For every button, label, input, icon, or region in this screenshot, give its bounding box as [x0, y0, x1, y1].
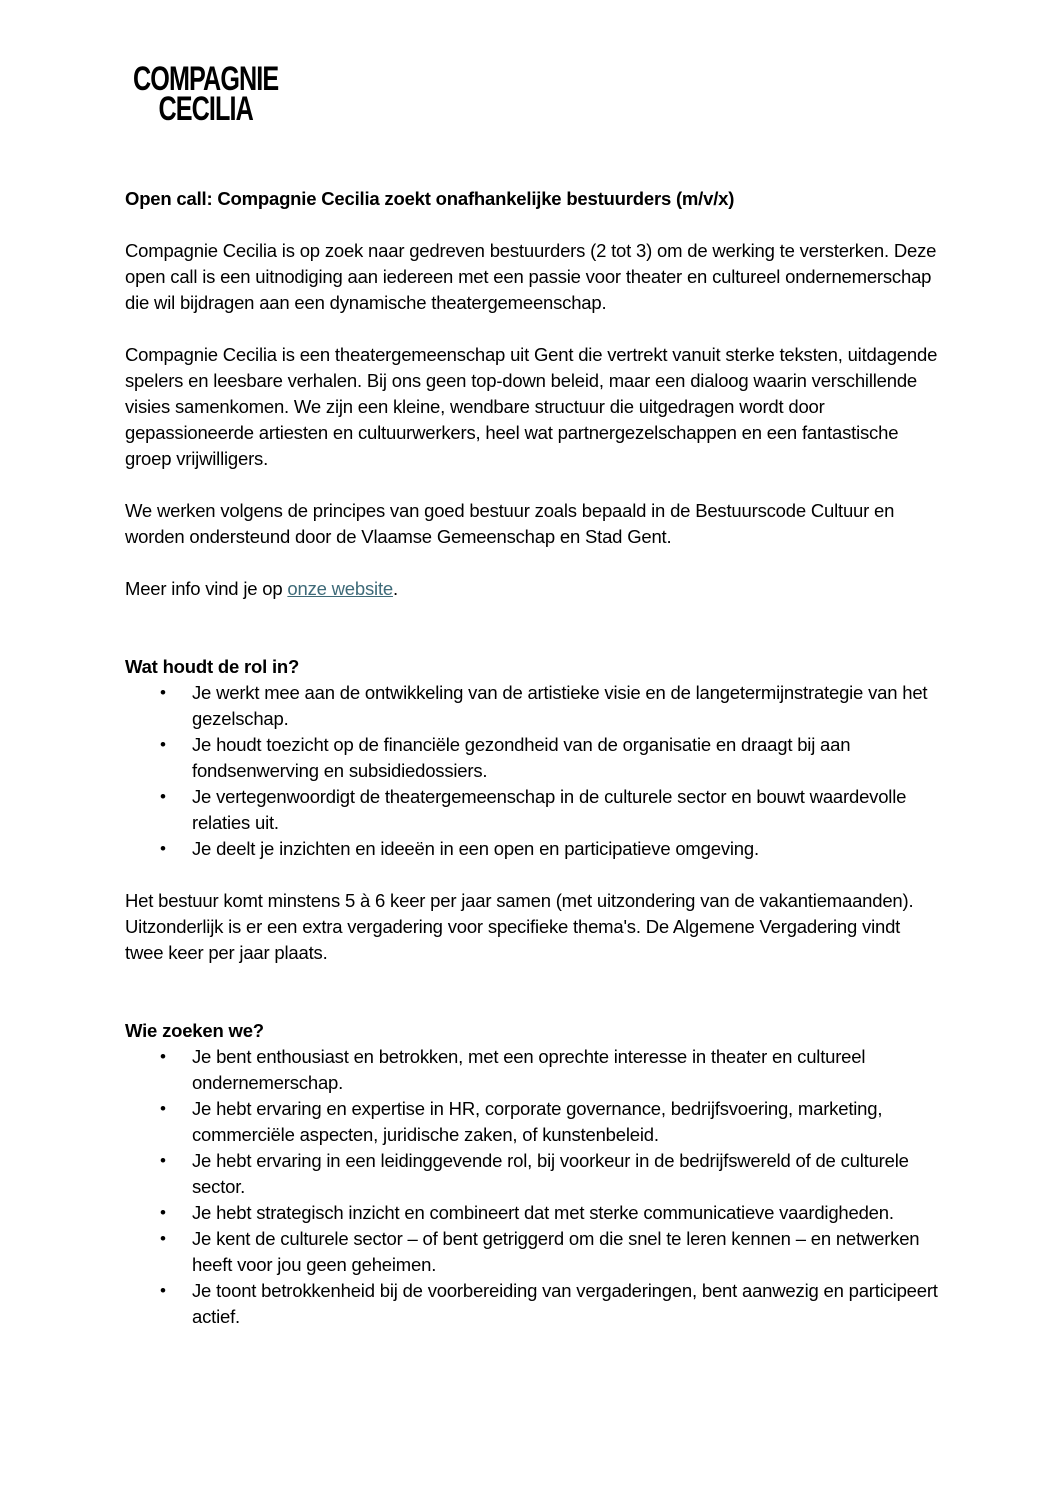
list-item: • Je toont betrokkenheid bij de voorbereiding van vergaderingen, bent aanwezig en participeert actief. [160, 1278, 940, 1330]
list-item: • Je houdt toezicht op de financiële gezondheid van de organisatie en draagt bij aan fondsenwerving en subsidiedossiers. [160, 732, 940, 784]
logo-line-compagnie: COMPAGNIE [133, 60, 279, 98]
list-item: • Je werkt mee aan de ontwikkeling van de artistieke visie en de langetermijnstrategie van het gezelschap. [160, 680, 940, 732]
document-title: Open call: Compagnie Cecilia zoekt onafhankelijke bestuurders (m/v/x) [125, 188, 735, 209]
profile-bullet-list [125, 1044, 940, 1330]
list-item: • Je bent enthousiast en betrokken, met een oprechte interesse in theater en cultureel ondernemerschap. [160, 1044, 940, 1096]
paragraph-governance: We werken volgens de principes van goed bestuur zoals bepaald in de Bestuurscode Cultuur en worden ondersteund door de Vlaamse Gemeenschap en Stad Gent. [125, 500, 895, 547]
list-item: • Je deelt je inzichten en ideeën in een open en participatieve omgeving. [160, 836, 940, 862]
paragraph-intro: Compagnie Cecilia is op zoek naar gedreven bestuurders (2 tot 3) om de werking te versterken. Deze open call is een uitnodiging aan iedereen met een passie voor theater en cultureel ondernemerschap die wil bijdragen aan een dynamische theatergemeenschap. [125, 240, 937, 313]
paragraph-meetings: Het bestuur komt minstens 5 à 6 keer per jaar samen (met uitzondering van de vakantiemaanden). Uitzonderlijk is er een extra vergadering voor specifieke thema's. De Algemene Vergadering vindt twee keer per jaar plaats. [125, 890, 914, 963]
document-content [125, 186, 940, 1330]
more-info-suffix: . [392, 578, 398, 599]
list-item: • Je hebt ervaring en expertise in HR, corporate governance, bedrijfsvoering, marketing, commerciële aspecten, juridische zaken, of kunstenbeleid. [160, 1096, 940, 1148]
list-item: • Je hebt strategisch inzicht en combineert dat met sterke communicatieve vaardigheden. [160, 1200, 940, 1226]
paragraph-more-info [125, 576, 940, 602]
list-item: • Je vertegenwoordigt de theatergemeenschap in de culturele sector en bouwt waardevolle relaties uit. [160, 784, 940, 836]
website-link[interactable]: onze website [287, 578, 393, 599]
more-info-prefix: Meer info vind je op [125, 578, 288, 599]
logo-line-cecilia: CECILIA [158, 90, 253, 128]
role-bullet-list [125, 680, 940, 862]
list-item: • Je hebt ervaring in een leidinggevende rol, bij voorkeur in de bedrijfswereld of de culturele sector. [160, 1148, 940, 1200]
section-heading-profile: Wie zoeken we? [125, 1020, 264, 1041]
compagnie-cecilia-logo [133, 60, 279, 128]
list-item: • Je kent de culturele sector – of bent getriggerd om die snel te leren kennen – en netwerken heeft voor jou geen geheimen. [160, 1226, 940, 1278]
section-heading-role: Wat houdt de rol in? [125, 656, 300, 677]
paragraph-about-company: Compagnie Cecilia is een theatergemeenschap uit Gent die vertrekt vanuit sterke teksten, uitdagende spelers en leesbare verhalen. Bij ons geen top-down beleid, maar een dialoog waarin verschillende visies samenkomen. We zijn een kleine, wendbare structuur die uitgedragen wordt door gepassioneerde artiesten en cultuurwerkers, heel wat partnergezelschappen en een fantastische groep vrijwilligers. [125, 344, 938, 469]
